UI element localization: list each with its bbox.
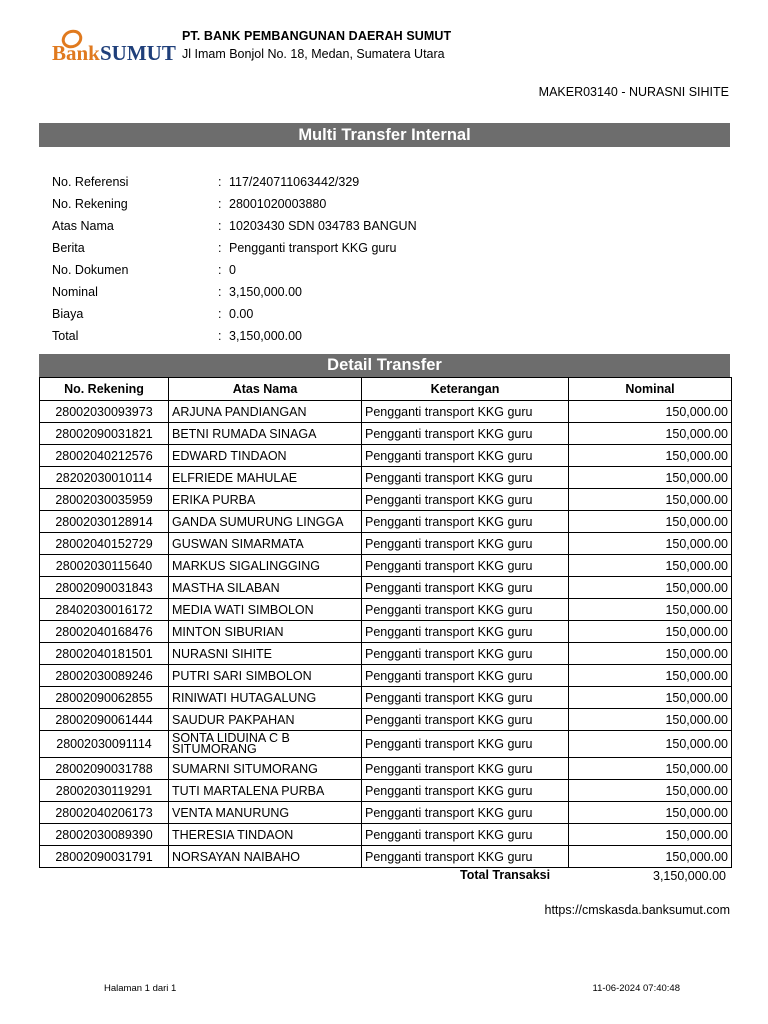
print-timestamp: 11-06-2024 07:40:48	[592, 983, 680, 994]
cell-atas-nama: NURASNI SIHITE	[169, 643, 362, 665]
cell-atas-nama: MARKUS SIGALINGGING	[169, 555, 362, 577]
cell-no-rekening: 28002090031821	[40, 423, 169, 445]
cell-atas-nama: VENTA MANURUNG	[169, 802, 362, 824]
cell-atas-nama: NORSAYAN NAIBAHO	[169, 846, 362, 868]
cell-keterangan: Pengganti transport KKG guru	[362, 731, 569, 758]
cell-keterangan: Pengganti transport KKG guru	[362, 511, 569, 533]
table-row	[40, 643, 732, 665]
cell-keterangan: Pengganti transport KKG guru	[362, 401, 569, 423]
table-row	[40, 802, 732, 824]
cell-atas-nama: SAUDUR PAKPAHAN	[169, 709, 362, 731]
cell-keterangan: Pengganti transport KKG guru	[362, 445, 569, 467]
cell-nominal: 150,000.00	[569, 445, 732, 467]
cell-keterangan: Pengganti transport KKG guru	[362, 846, 569, 868]
cell-atas-nama: SUMARNI SITUMORANG	[169, 758, 362, 780]
cell-nominal: 150,000.00	[569, 533, 732, 555]
cell-nominal: 150,000.00	[569, 731, 732, 758]
cell-keterangan: Pengganti transport KKG guru	[362, 599, 569, 621]
table-row	[40, 758, 732, 780]
table-header-row	[40, 378, 732, 401]
cell-no-rekening: 28002090031843	[40, 577, 169, 599]
cell-nominal: 150,000.00	[569, 621, 732, 643]
table-row	[40, 780, 732, 802]
cell-keterangan: Pengganti transport KKG guru	[362, 709, 569, 731]
cell-nominal: 150,000.00	[569, 511, 732, 533]
cell-keterangan: Pengganti transport KKG guru	[362, 687, 569, 709]
cell-atas-nama: ARJUNA PANDIANGAN	[169, 401, 362, 423]
cell-nominal: 150,000.00	[569, 599, 732, 621]
info-colon: :	[218, 197, 222, 211]
cell-keterangan: Pengganti transport KKG guru	[362, 533, 569, 555]
info-label: No. Dokumen	[52, 263, 129, 277]
info-label: No. Referensi	[52, 175, 129, 189]
cell-keterangan: Pengganti transport KKG guru	[362, 824, 569, 846]
table-row	[40, 846, 732, 868]
cell-keterangan: Pengganti transport KKG guru	[362, 621, 569, 643]
info-colon: :	[218, 219, 222, 233]
cell-atas-nama: PUTRI SARI SIMBOLON	[169, 665, 362, 687]
cell-keterangan: Pengganti transport KKG guru	[362, 489, 569, 511]
cell-keterangan: Pengganti transport KKG guru	[362, 780, 569, 802]
cell-keterangan: Pengganti transport KKG guru	[362, 802, 569, 824]
info-colon: :	[218, 285, 222, 299]
info-colon: :	[218, 263, 222, 277]
table-row	[40, 555, 732, 577]
detail-transfer-title: Detail Transfer	[39, 354, 730, 377]
table-row	[40, 467, 732, 489]
cell-atas-nama: MASTHA SILABAN	[169, 577, 362, 599]
cell-atas-nama: SONTA LIDUINA C B SITUMORANG	[169, 731, 362, 758]
cell-atas-nama: GANDA SUMURUNG LINGGA	[169, 511, 362, 533]
info-label: Berita	[52, 241, 85, 255]
info-value: Pengganti transport KKG guru	[229, 241, 397, 255]
cell-no-rekening: 28002040206173	[40, 802, 169, 824]
table-row	[40, 621, 732, 643]
info-value: 117/240711063442/329	[229, 175, 360, 189]
cell-nominal: 150,000.00	[569, 824, 732, 846]
maker-info: MAKER03140 - NURASNI SIHITE	[538, 85, 729, 99]
info-value: 10203430 SDN 034783 BANGUN	[229, 219, 417, 233]
cell-no-rekening: 28002090062855	[40, 687, 169, 709]
cell-no-rekening: 28002030089390	[40, 824, 169, 846]
cell-keterangan: Pengganti transport KKG guru	[362, 555, 569, 577]
table-row	[40, 511, 732, 533]
bank-sumut-logo	[52, 26, 176, 66]
info-colon: :	[218, 241, 222, 255]
cell-nominal: 150,000.00	[569, 709, 732, 731]
cell-keterangan: Pengganti transport KKG guru	[362, 665, 569, 687]
cell-no-rekening: 28002030093973	[40, 401, 169, 423]
total-transaksi-label: Total Transaksi	[460, 868, 551, 882]
cell-nominal: 150,000.00	[569, 780, 732, 802]
table-row	[40, 599, 732, 621]
info-label: Nominal	[52, 285, 98, 299]
page-title: Multi Transfer Internal	[39, 123, 730, 147]
cell-atas-nama: BETNI RUMADA SINAGA	[169, 423, 362, 445]
cell-atas-nama: ELFRIEDE MAHULAE	[169, 467, 362, 489]
cell-no-rekening: 28002040152729	[40, 533, 169, 555]
column-header-keterangan: Keterangan	[362, 378, 569, 401]
cell-no-rekening: 28002040168476	[40, 621, 169, 643]
cell-keterangan: Pengganti transport KKG guru	[362, 577, 569, 599]
info-colon: :	[218, 307, 222, 321]
cell-atas-nama: TUTI MARTALENA PURBA	[169, 780, 362, 802]
info-value: 0	[229, 263, 236, 277]
cell-atas-nama: GUSWAN SIMARMATA	[169, 533, 362, 555]
table-row	[40, 687, 732, 709]
info-colon: :	[218, 175, 222, 189]
cell-no-rekening: 28402030016172	[40, 599, 169, 621]
info-colon: :	[218, 329, 222, 343]
svg-text:Bank: Bank	[52, 41, 100, 65]
table-row	[40, 731, 732, 758]
cell-atas-nama: MINTON SIBURIAN	[169, 621, 362, 643]
page-number: Halaman 1 dari 1	[104, 983, 177, 994]
cell-nominal: 150,000.00	[569, 758, 732, 780]
table-row	[40, 489, 732, 511]
cell-keterangan: Pengganti transport KKG guru	[362, 758, 569, 780]
website-url: https://cmskasda.banksumut.com	[544, 903, 730, 917]
cell-nominal: 150,000.00	[569, 489, 732, 511]
cell-nominal: 150,000.00	[569, 846, 732, 868]
info-label: Atas Nama	[52, 219, 114, 233]
info-label: Biaya	[52, 307, 84, 321]
cell-nominal: 150,000.00	[569, 423, 732, 445]
cell-nominal: 150,000.00	[569, 467, 732, 489]
table-row	[40, 401, 732, 423]
cell-nominal: 150,000.00	[569, 643, 732, 665]
info-value: 0.00	[229, 307, 254, 321]
cell-nominal: 150,000.00	[569, 687, 732, 709]
cell-no-rekening: 28002040212576	[40, 445, 169, 467]
cell-no-rekening: 28002090061444	[40, 709, 169, 731]
cell-no-rekening: 28002090031788	[40, 758, 169, 780]
bank-name: PT. BANK PEMBANGUNAN DAERAH SUMUT	[182, 29, 452, 43]
detail-transfer-table	[39, 377, 732, 868]
table-row	[40, 533, 732, 555]
cell-nominal: 150,000.00	[569, 577, 732, 599]
cell-nominal: 150,000.00	[569, 401, 732, 423]
cell-no-rekening: 28202030010114	[40, 467, 169, 489]
cell-atas-nama: EDWARD TINDAON	[169, 445, 362, 467]
column-header-nominal: Nominal	[569, 378, 732, 401]
info-label: Total	[52, 329, 79, 343]
info-label: No. Rekening	[52, 197, 128, 211]
cell-no-rekening: 28002040181501	[40, 643, 169, 665]
cell-no-rekening: 28002030115640	[40, 555, 169, 577]
cell-keterangan: Pengganti transport KKG guru	[362, 467, 569, 489]
cell-no-rekening: 28002030128914	[40, 511, 169, 533]
column-header-atas-nama: Atas Nama	[169, 378, 362, 401]
cell-nominal: 150,000.00	[569, 665, 732, 687]
table-row	[40, 445, 732, 467]
info-value: 3,150,000.00	[229, 285, 302, 299]
table-row	[40, 709, 732, 731]
cell-atas-nama: ERIKA PURBA	[169, 489, 362, 511]
table-row	[40, 577, 732, 599]
cell-keterangan: Pengganti transport KKG guru	[362, 423, 569, 445]
table-row	[40, 665, 732, 687]
info-value: 28001020003880	[229, 197, 327, 211]
cell-nominal: 150,000.00	[569, 802, 732, 824]
cell-no-rekening: 28002030119291	[40, 780, 169, 802]
table-row	[40, 824, 732, 846]
bank-address: Jl Imam Bonjol No. 18, Medan, Sumatera Utara	[182, 47, 445, 61]
cell-atas-nama: MEDIA WATI SIMBOLON	[169, 599, 362, 621]
cell-keterangan: Pengganti transport KKG guru	[362, 643, 569, 665]
cell-no-rekening: 28002030035959	[40, 489, 169, 511]
cell-nominal: 150,000.00	[569, 555, 732, 577]
info-value: 3,150,000.00	[229, 329, 302, 343]
cell-no-rekening: 28002030089246	[40, 665, 169, 687]
table-body	[40, 401, 732, 868]
cell-atas-nama: RINIWATI HUTAGALUNG	[169, 687, 362, 709]
cell-atas-nama: THERESIA TINDAON	[169, 824, 362, 846]
total-transaksi-value: 3,150,000.00	[653, 869, 726, 883]
svg-text:SUMUT: SUMUT	[100, 41, 176, 65]
cell-no-rekening: 28002090031791	[40, 846, 169, 868]
table-row	[40, 423, 732, 445]
column-header-rekening: No. Rekening	[40, 378, 169, 401]
cell-no-rekening: 28002030091114	[40, 731, 169, 758]
